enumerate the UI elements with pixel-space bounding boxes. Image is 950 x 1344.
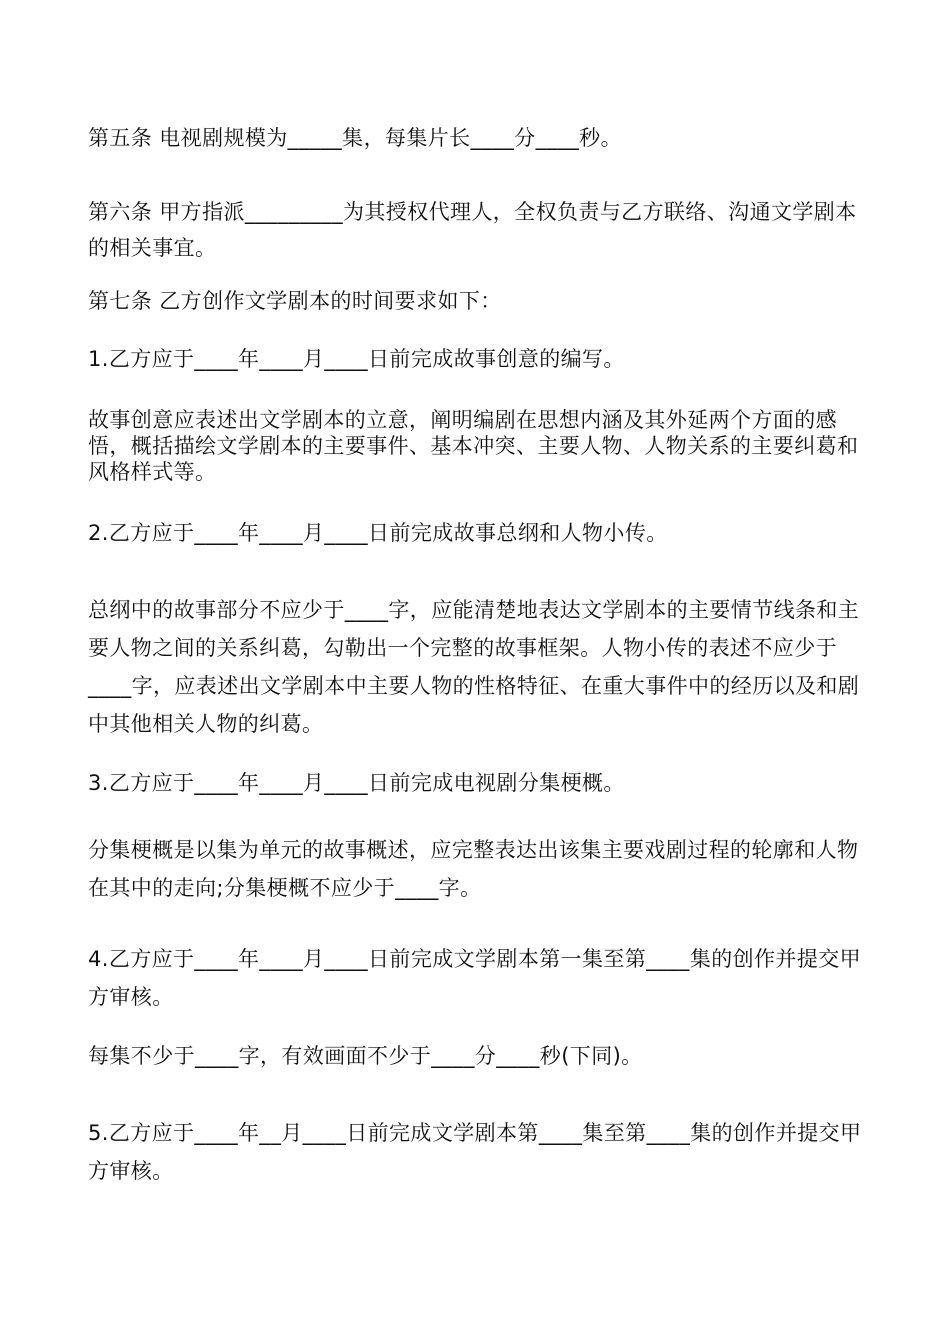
item-4-description: 每集不少于____字，有效画面不少于____分____秒(下同)。 [88,1044,643,1068]
article-7-heading: 第七条 乙方创作文学剧本的时间要求如下： [88,289,502,313]
item-2-outline: 2.乙方应于____年____月____日前完成故事总纲和人物小传。 [88,521,668,545]
item-2-description: 总纲中的故事部分不应少于____字，应能清楚地表达文学剧本的主要情节线条和主要人物之间的关系纠葛，勾勒出一个完整的故事框架。人物小传的表述不应少于____字，应表述出文学剧本中主要人物的性格特征、在重大事件中的经历以及和剧中其他相关人物的纠葛。 [88,598,860,736]
item-3-description: 分集梗概是以集为单元的故事概述，应完整表达出该集主要戏剧过程的轮廓和人物在其中的走向;分集梗概不应少于____字。 [88,838,859,900]
item-1-story-idea: 1.乙方应于____年____月____日前完成故事创意的编写。 [88,347,625,371]
article-5-scale: 第五条 电视剧规模为_____集，每集片长____分____秒。 [88,126,622,150]
item-5-further-episodes: 5.乙方应于____年__月____日前完成文学剧本第____集至第____集的创作并提交甲方审核。 [88,1121,862,1183]
article-6-agent: 第六条 甲方指派_________为其授权代理人，全权负责与乙方联络、沟通文学剧本的相关事宜。 [88,200,857,260]
item-4-first-episodes: 4.乙方应于____年____月____日前完成文学剧本第一集至第____集的创作并提交甲方审核。 [88,947,862,1009]
item-3-episode-synopsis: 3.乙方应于____年____月____日前完成电视剧分集梗概。 [88,771,625,795]
item-1-description: 故事创意应表述出文学剧本的立意，阐明编剧在思想内涵及其外延两个方面的感悟，概括描绘文学剧本的主要事件、基本冲突、主要人物、人物关系的主要纠葛和风格样式等。 [88,408,859,484]
